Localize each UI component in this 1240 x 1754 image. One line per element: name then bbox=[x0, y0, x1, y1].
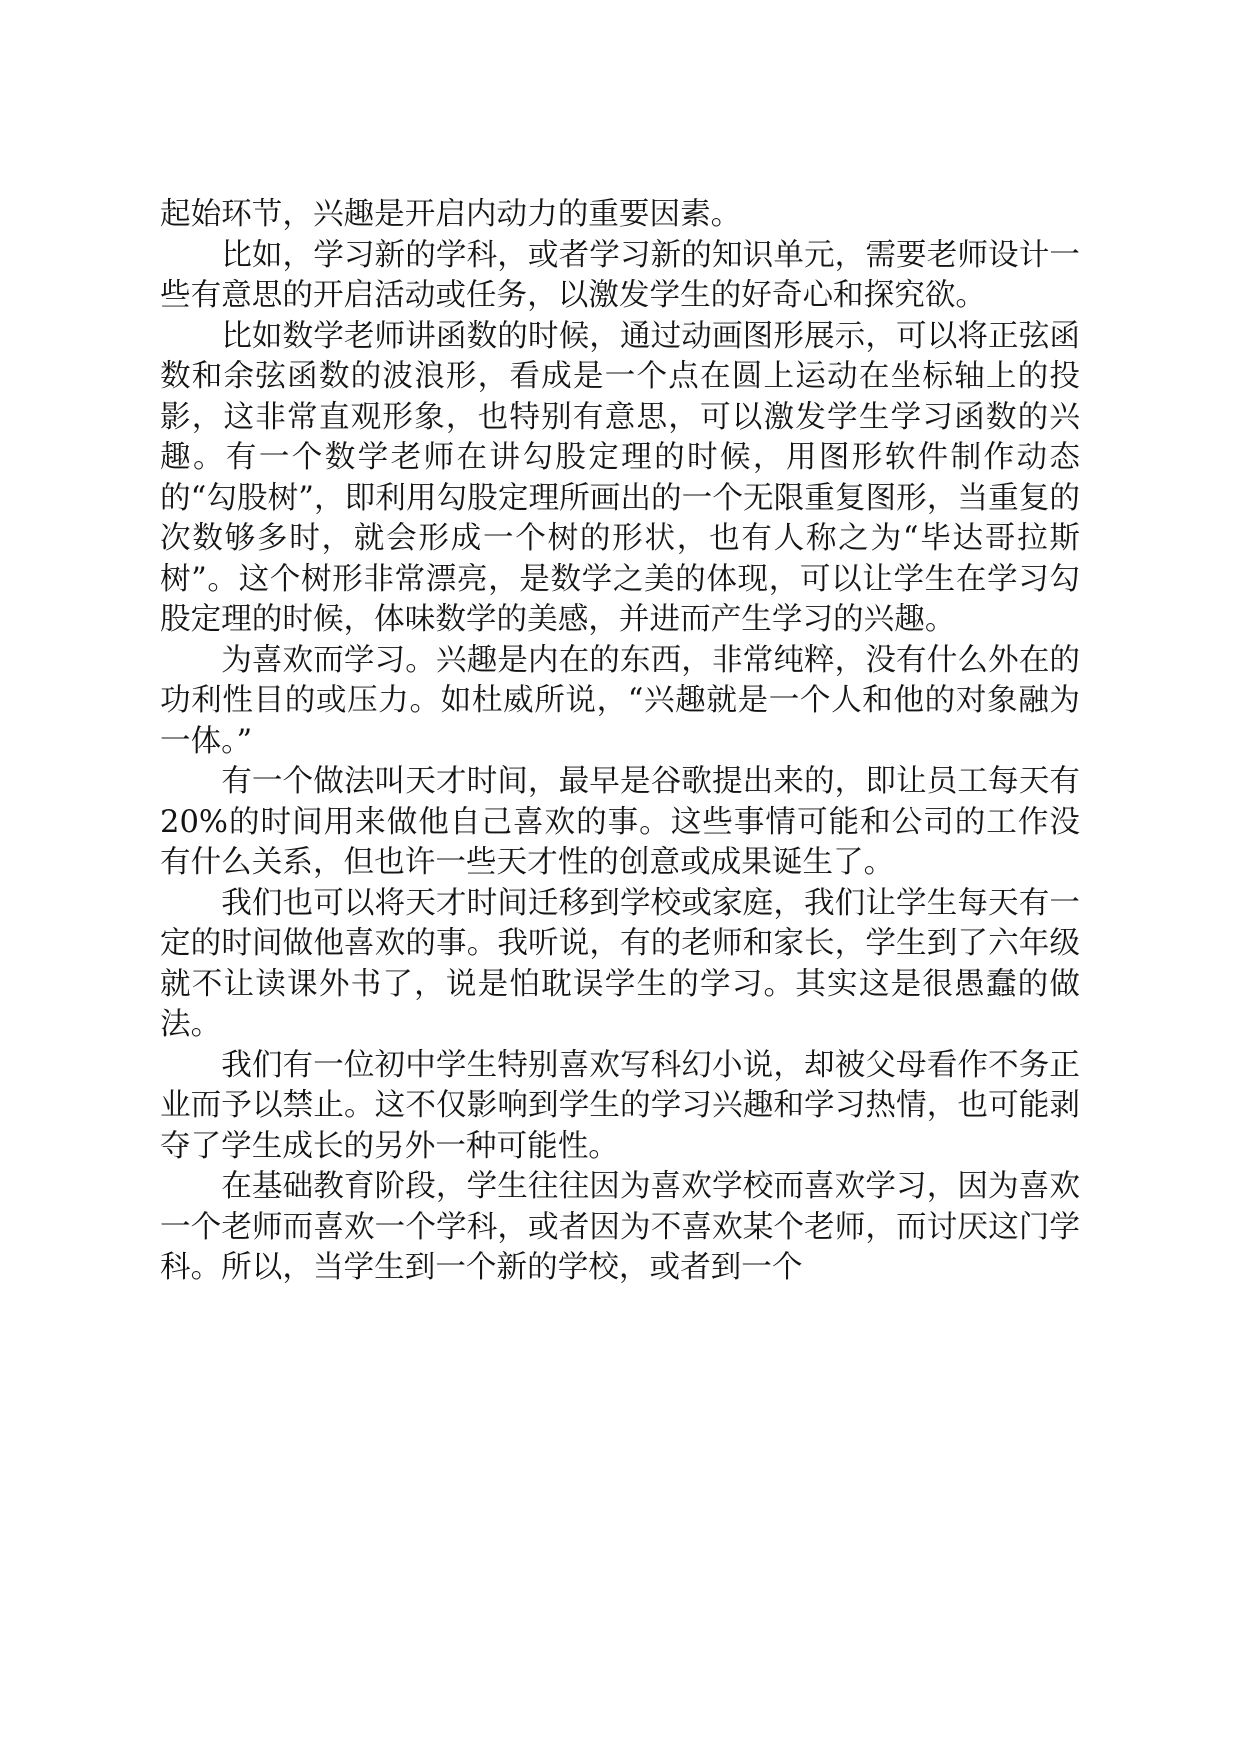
paragraph: 我们有一位初中学生特别喜欢写科幻小说，却被父母看作不务正业而予以禁止。这不仅影响到学生的学习兴趣和学习热情，也可能剥夺了学生成长的另外一种可能性。 bbox=[160, 1047, 1080, 1164]
body-text bbox=[160, 195, 1080, 1289]
paragraph: 比如，学习新的学科，或者学习新的知识单元，需要老师设计一些有意思的开启活动或任务，以激发学生的好奇心和探究欲。 bbox=[160, 237, 1080, 313]
paragraph: 起始环节，兴趣是开启内动力的重要因素。 bbox=[160, 197, 742, 232]
paragraph: 有一个做法叫天才时间，最早是谷歌提出来的，即让员工每天有20%的时间用来做他自己喜欢的事。这些事情可能和公司的工作没有什么关系，但也许一些天才性的创意或成果诞生了。 bbox=[160, 764, 1080, 880]
paragraph: 为喜欢而学习。兴趣是内在的东西，非常纯粹，没有什么外在的功利性目的或压力。如杜威所说，“兴趣就是一个人和他的对象融为一体。” bbox=[160, 642, 1080, 759]
paragraph: 比如数学老师讲函数的时候，通过动画图形展示，可以将正弦函数和余弦函数的波浪形，看成是一个点在圆上运动在坐标轴上的投影，这非常直观形象，也特别有意思，可以激发学生学习函数的兴趣。有一个数学老师在讲勾股定理的时候，用图形软件制作动态的“勾股树”，即利用勾股定理所画出的一个无限重复图形，当重复的次数够多时，就会形成一个树的形状，也有人称之为“毕达哥拉斯树”。这个树形非常漂亮，是数学之美的体现，可以让学生在学习勾股定理的时候，体味数学的美感，并进而产生学习的兴趣。 bbox=[160, 318, 1080, 637]
paragraph: 我们也可以将天才时间迁移到学校或家庭，我们让学生每天有一定的时间做他喜欢的事。我听说，有的老师和家长，学生到了六年级就不让读课外书了，说是怕耽误学生的学习。其实这是很愚蠢的做法。 bbox=[160, 885, 1080, 1042]
paragraph: 在基础教育阶段，学生往往因为喜欢学校而喜欢学习，因为喜欢一个老师而喜欢一个学科，或者因为不喜欢某个老师，而讨厌这门学科。所以，当学生到一个新的学校，或者到一个 bbox=[160, 1169, 1080, 1285]
